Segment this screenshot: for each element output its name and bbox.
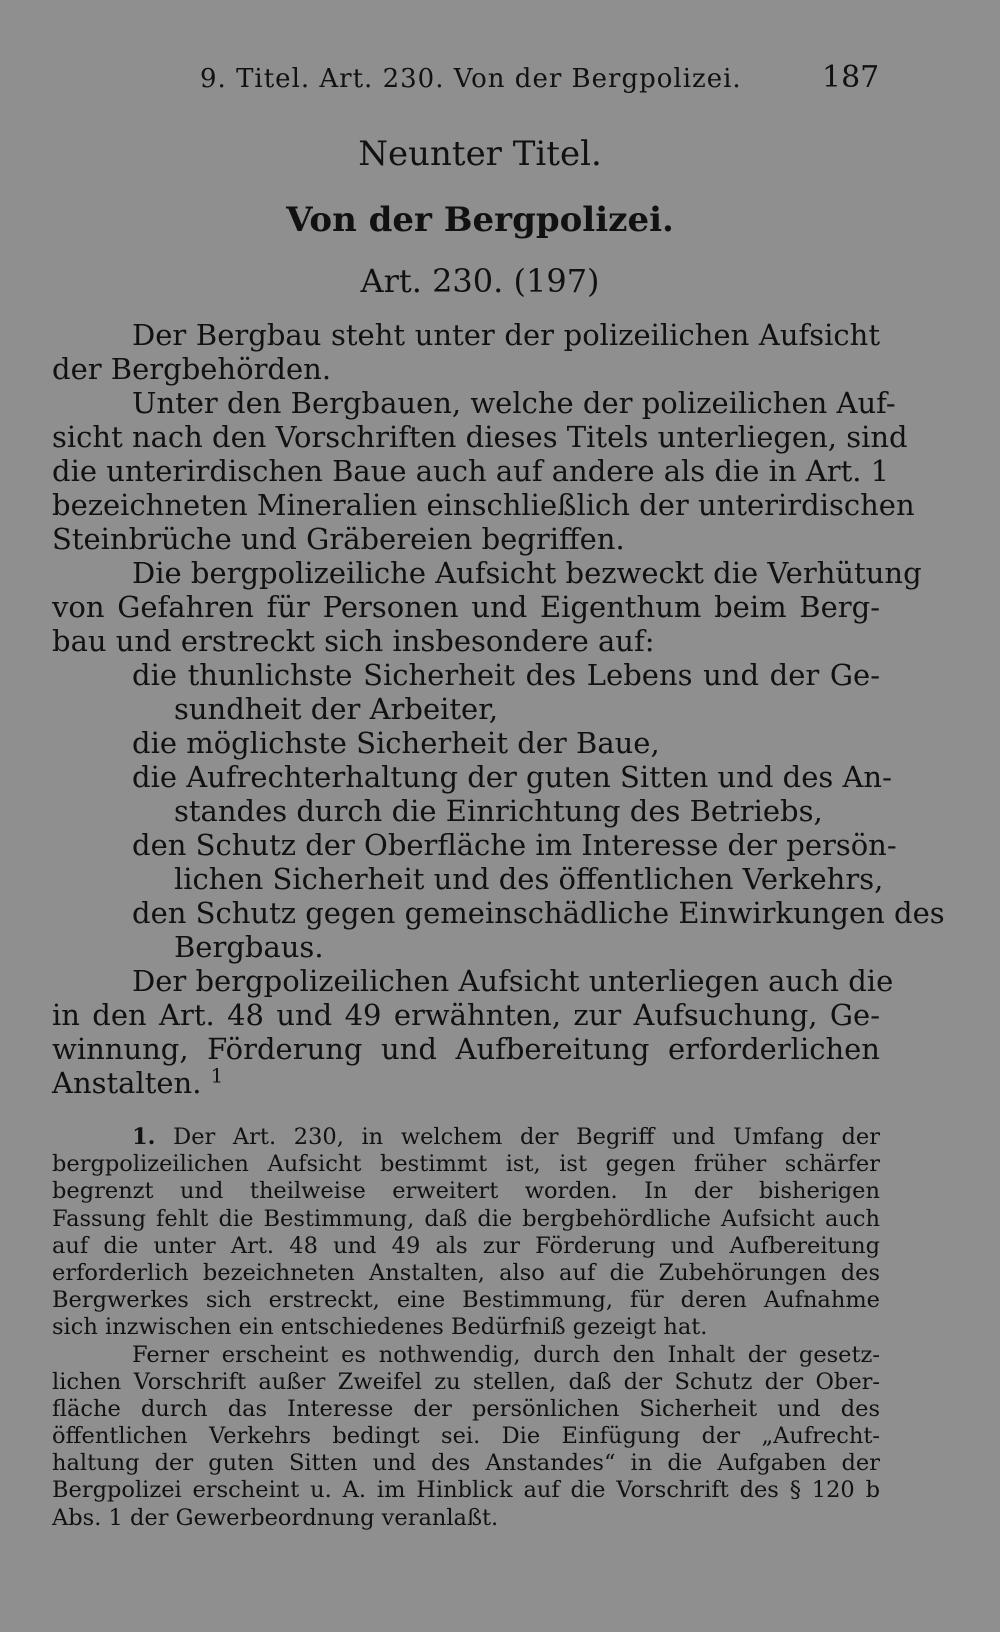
body-line: Der Bergbau steht unter der polizeilichen Aufsicht (132, 318, 880, 352)
article-body (52, 318, 945, 1100)
footnote-number: 1. (132, 1124, 156, 1150)
footnotes (52, 1124, 880, 1532)
list-line: Bergbaus. (174, 930, 324, 964)
footnote-text: Der Art. 230, in welchem der Begriff und Umfang der (173, 1124, 881, 1150)
body-line: die unterirdischen Baue auch auf andere als die in Art. 1 (52, 454, 890, 488)
list-line: sundheit der Arbeiter, (174, 692, 499, 726)
footnote-line: Ferner erscheint es nothwendig, durch den Inhalt der gesetz- (132, 1341, 880, 1368)
body-line: bau und erstreckt sich insbesondere auf: (52, 624, 655, 658)
list-line: den Schutz der Oberfläche im Interesse der persön- (132, 828, 897, 862)
body-line: in den Art. 48 und 49 erwähnten, zur Aufsuchung, Ge- (52, 998, 880, 1032)
footnote-line: bergpolizeilichen Aufsicht bestimmt ist, ist gegen früher schärfer (52, 1151, 880, 1178)
list-line: die Aufrechterhaltung der guten Sitten und des An- (132, 760, 892, 794)
body-line: Die bergpolizeiliche Aufsicht bezweckt die Verhütung (132, 556, 922, 590)
body-line: Steinbrüche und Gräbereien begriffen. (52, 522, 625, 556)
body-line: sicht nach den Vorschriften dieses Titels unterliegen, sind (52, 420, 908, 454)
list-line: die möglichste Sicherheit der Baue, (132, 726, 660, 760)
list-line: standes durch die Einrichtung des Betriebs, (174, 794, 823, 828)
body-line: Der bergpolizeilichen Aufsicht unterliegen auch die (132, 964, 894, 998)
footnote-line: fläche durch das Interesse der persönlichen Sicherheit und des (52, 1395, 880, 1422)
footnote-line: lichen Vorschrift außer Zweifel zu stellen, daß der Schutz der Ober- (52, 1368, 880, 1395)
footnote-line: haltung der guten Sitten und des Anstandes“ in die Aufgaben der (52, 1450, 880, 1477)
list-line: die thunlichste Sicherheit des Lebens und der Ge- (132, 658, 880, 692)
footnote-line: Abs. 1 der Gewerbeordnung veranlaßt. (52, 1504, 499, 1531)
footnote-line: öffentlichen Verkehrs bedingt sei. Die Einfügung der „Aufrecht- (52, 1423, 880, 1450)
body-line-text: Anstalten. (52, 1066, 202, 1100)
footnote-line (52, 1124, 880, 1151)
footnote-line: Bergpolizei erscheint u. A. im Hinblick auf die Vorschrift des § 120 b (52, 1477, 880, 1504)
body-line: winnung, Förderung und Aufbereitung erforderlichen (52, 1032, 880, 1066)
footnote-line: sich inzwischen ein entschiedenes Bedürfniß gezeigt hat. (52, 1314, 708, 1341)
footnote-line: begrenzt und theilweise erweitert worden. In der bisherigen (52, 1178, 880, 1205)
body-line: Unter den Bergbauen, welche der polizeilichen Auf- (132, 386, 896, 420)
footnote-line: auf die unter Art. 48 und 49 als zur Förderung und Aufbereitung (52, 1232, 880, 1259)
footnote-line: Bergwerkes sich erstreckt, eine Bestimmung, für deren Aufnahme (52, 1287, 880, 1314)
running-head: 9. Titel. Art. 230. Von der Bergpolizei. (200, 64, 742, 94)
footnote-reference: 1 (210, 1063, 224, 1088)
title-heading: Neunter Titel. (358, 134, 602, 174)
footnote-line: erforderlich bezeichneten Anstalten, also auf die Zubehörungen des (52, 1259, 880, 1286)
list-line: den Schutz gegen gemeinschädliche Einwirkungen des (132, 896, 945, 930)
body-line: bezeichneten Mineralien einschließlich der unterirdischen (52, 488, 915, 522)
page-number: 187 (822, 60, 880, 95)
article-heading: Art. 230. (197) (360, 262, 600, 300)
list-line: lichen Sicherheit und des öffentlichen Verkehrs, (174, 862, 884, 896)
title-subheading: Von der Bergpolizei. (286, 200, 674, 240)
body-line: der Bergbehörden. (52, 352, 332, 386)
footnote-line: Fassung fehlt die Bestimmung, daß die bergbehördliche Aufsicht auch (52, 1205, 880, 1232)
body-line: von Gefahren für Personen und Eigenthum beim Berg- (52, 590, 880, 624)
body-line-final (52, 1063, 880, 1100)
